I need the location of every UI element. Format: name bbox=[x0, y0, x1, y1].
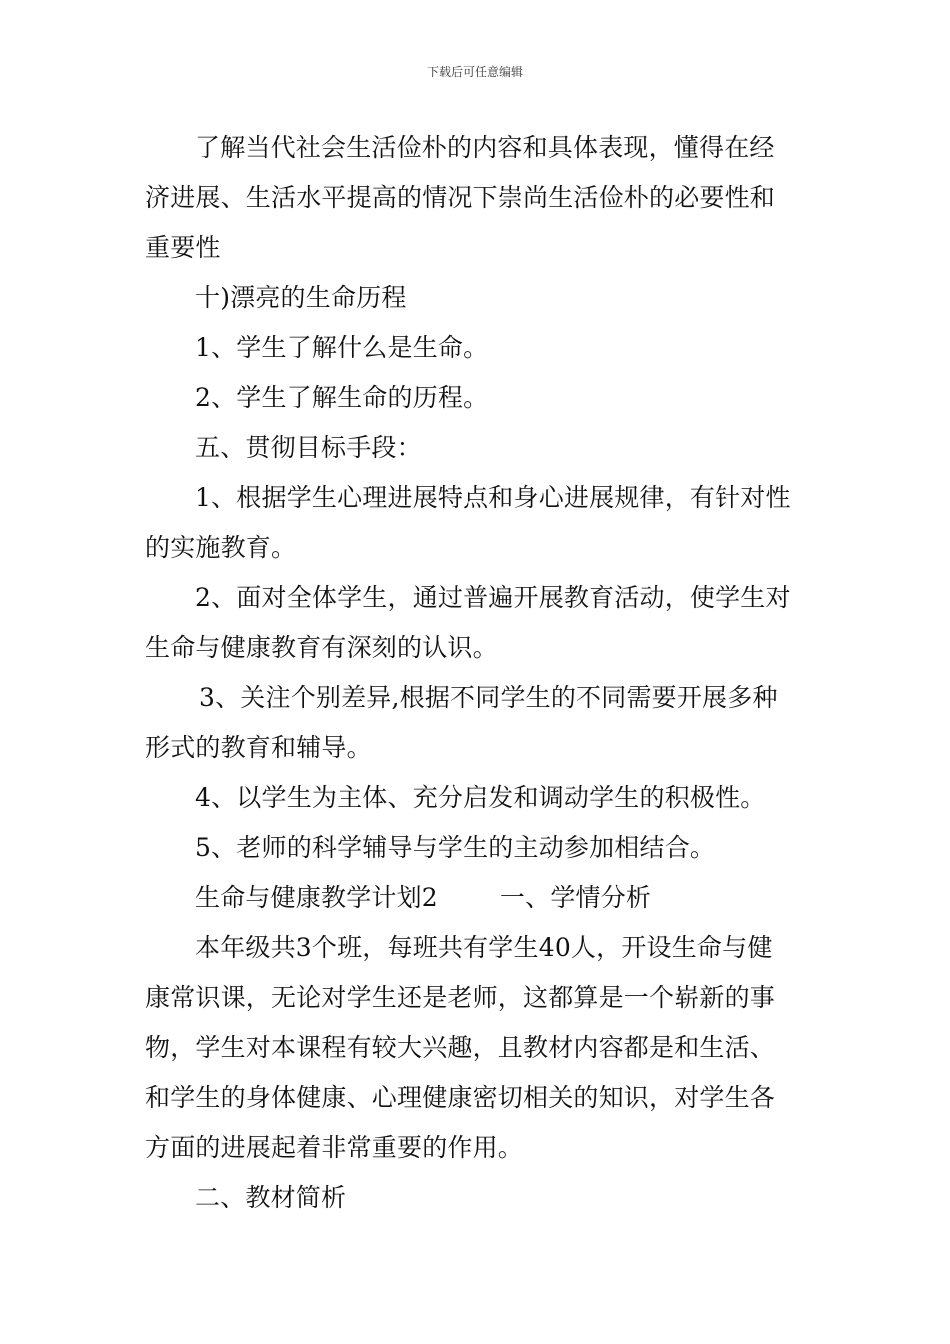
document-title-line bbox=[195, 882, 865, 914]
page-header: 下载后可任意编辑 bbox=[426, 65, 523, 79]
body-paragraph-line: 物，学生对本课程有较大兴趣，且教材内容都是和生活、 bbox=[145, 1033, 776, 1062]
body-paragraph-line: 和学生的身体健康、心理健康密切相关的知识，对学生各 bbox=[145, 1083, 776, 1112]
body-paragraph-line: 了解当代社会生活俭朴的内容和具体表现，懂得在经 bbox=[195, 133, 775, 162]
body-paragraph-line: 康常识课，无论对学生还是老师，这都算是一个崭新的事 bbox=[145, 983, 776, 1012]
section-heading: 五、贯彻目标手段： bbox=[195, 433, 422, 462]
section-heading: 一、学情分析 bbox=[499, 883, 652, 912]
list-item-continuation: 的实施教育。 bbox=[145, 533, 297, 562]
body-paragraph-line: 方面的进展起着非常重要的作用。 bbox=[145, 1133, 524, 1162]
document-title: 生命与健康教学计划2 bbox=[195, 883, 438, 912]
section-heading: 十)漂亮的生命历程 bbox=[195, 283, 407, 312]
list-item: 1、根据学生心理进展特点和身心进展规律，有针对性 bbox=[195, 483, 791, 512]
list-item: 3、关注个别差异,根据不同学生的不同需要开展多种 bbox=[199, 683, 778, 712]
list-item-continuation: 形式的教育和辅导。 bbox=[145, 733, 372, 762]
section-heading: 二、教材简析 bbox=[195, 1183, 347, 1212]
list-item: 4、以学生为主体、充分启发和调动学生的积极性。 bbox=[195, 783, 766, 812]
body-paragraph-line: 重要性 bbox=[145, 233, 221, 262]
list-item: 5、老师的科学辅导与学生的主动参加相结合。 bbox=[195, 833, 716, 862]
list-item: 2、学生了解生命的历程。 bbox=[195, 383, 489, 412]
list-item-continuation: 生命与健康教育有深刻的认识。 bbox=[145, 633, 498, 662]
list-item: 2、面对全体学生，通过普遍开展教育活动，使学生对 bbox=[195, 583, 791, 612]
list-item: 1、学生了解什么是生命。 bbox=[195, 333, 489, 362]
body-paragraph-line: 济进展、生活水平提高的情况下崇尚生活俭朴的必要性和 bbox=[145, 183, 776, 212]
body-paragraph-line: 本年级共3个班，每班共有学生40人，开设生命与健 bbox=[195, 933, 773, 962]
